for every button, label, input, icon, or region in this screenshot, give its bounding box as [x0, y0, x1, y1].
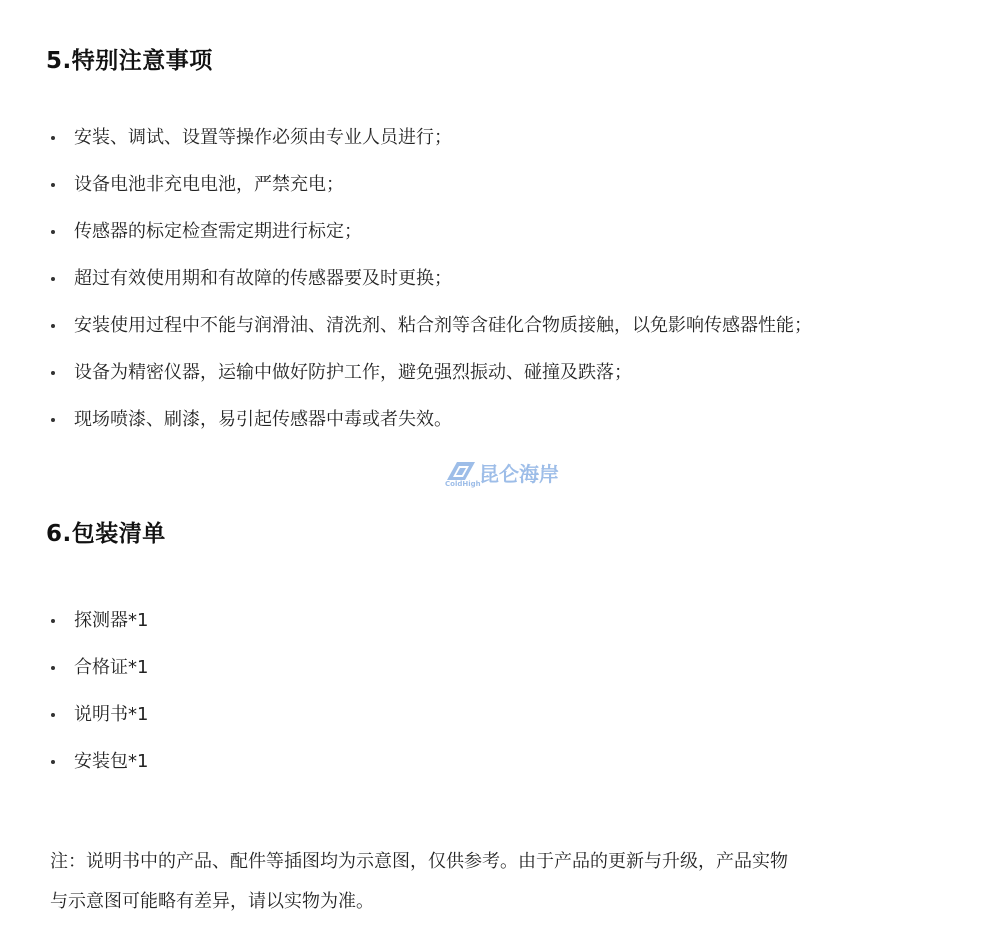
list-item-text: 安装包*1 [74, 751, 149, 772]
list-item-text: 现场喷漆、刷漆，易引起传感器中毒或者失效。 [74, 409, 452, 430]
note-line: 与示意图可能略有差异，请以实物为准。 [50, 891, 374, 912]
bullet-icon [51, 760, 55, 764]
list-item-text: 说明书*1 [74, 704, 149, 725]
packing-list [46, 607, 148, 795]
bullet-icon [51, 666, 55, 670]
list-item [46, 701, 148, 748]
list-item-text: 安装使用过程中不能与润滑油、清洗剂、粘合剂等含硅化合物质接触，以免影响传感器性能； [74, 315, 812, 336]
watermark-text: 昆仑海岸 [479, 462, 559, 486]
watermark-logo [443, 458, 563, 490]
list-item-text: 超过有效使用期和有故障的传感器要及时更换； [74, 268, 452, 289]
precautions-list [46, 124, 812, 453]
list-item [46, 312, 812, 359]
bullet-icon [51, 371, 55, 375]
list-item-text: 设备电池非充电电池，严禁充电； [74, 174, 344, 195]
list-item-text: 合格证*1 [74, 657, 149, 678]
bullet-icon [51, 277, 55, 281]
section-title-precautions: 5.特别注意事项 [46, 48, 213, 74]
list-item [46, 171, 812, 218]
note-line: 注：说明书中的产品、配件等插图均为示意图，仅供参考。由于产品的更新与升级，产品实物 [50, 851, 788, 872]
bullet-icon [51, 324, 55, 328]
bullet-icon [51, 136, 55, 140]
bullet-icon [51, 230, 55, 234]
list-item-text: 安装、调试、设置等操作必须由专业人员进行； [74, 127, 452, 148]
list-item [46, 265, 812, 312]
disclaimer-note [50, 842, 930, 922]
list-item-text: 探测器*1 [74, 610, 149, 631]
list-item-text: 设备为精密仪器，运输中做好防护工作，避免强烈振动、碰撞及跌落； [74, 362, 632, 383]
list-item [46, 359, 812, 406]
watermark-subtext: ColdHigh [445, 480, 481, 488]
section-title-packing-list: 6.包装清单 [46, 521, 166, 547]
list-item [46, 654, 148, 701]
list-item [46, 607, 148, 654]
list-item-text: 传感器的标定检查需定期进行标定； [74, 221, 362, 242]
list-item [46, 218, 812, 265]
bullet-icon [51, 619, 55, 623]
list-item [46, 406, 812, 453]
list-item [46, 748, 148, 795]
bullet-icon [51, 183, 55, 187]
list-item [46, 124, 812, 171]
bullet-icon [51, 713, 55, 717]
bullet-icon [51, 418, 55, 422]
logo-mark-icon [443, 460, 477, 482]
